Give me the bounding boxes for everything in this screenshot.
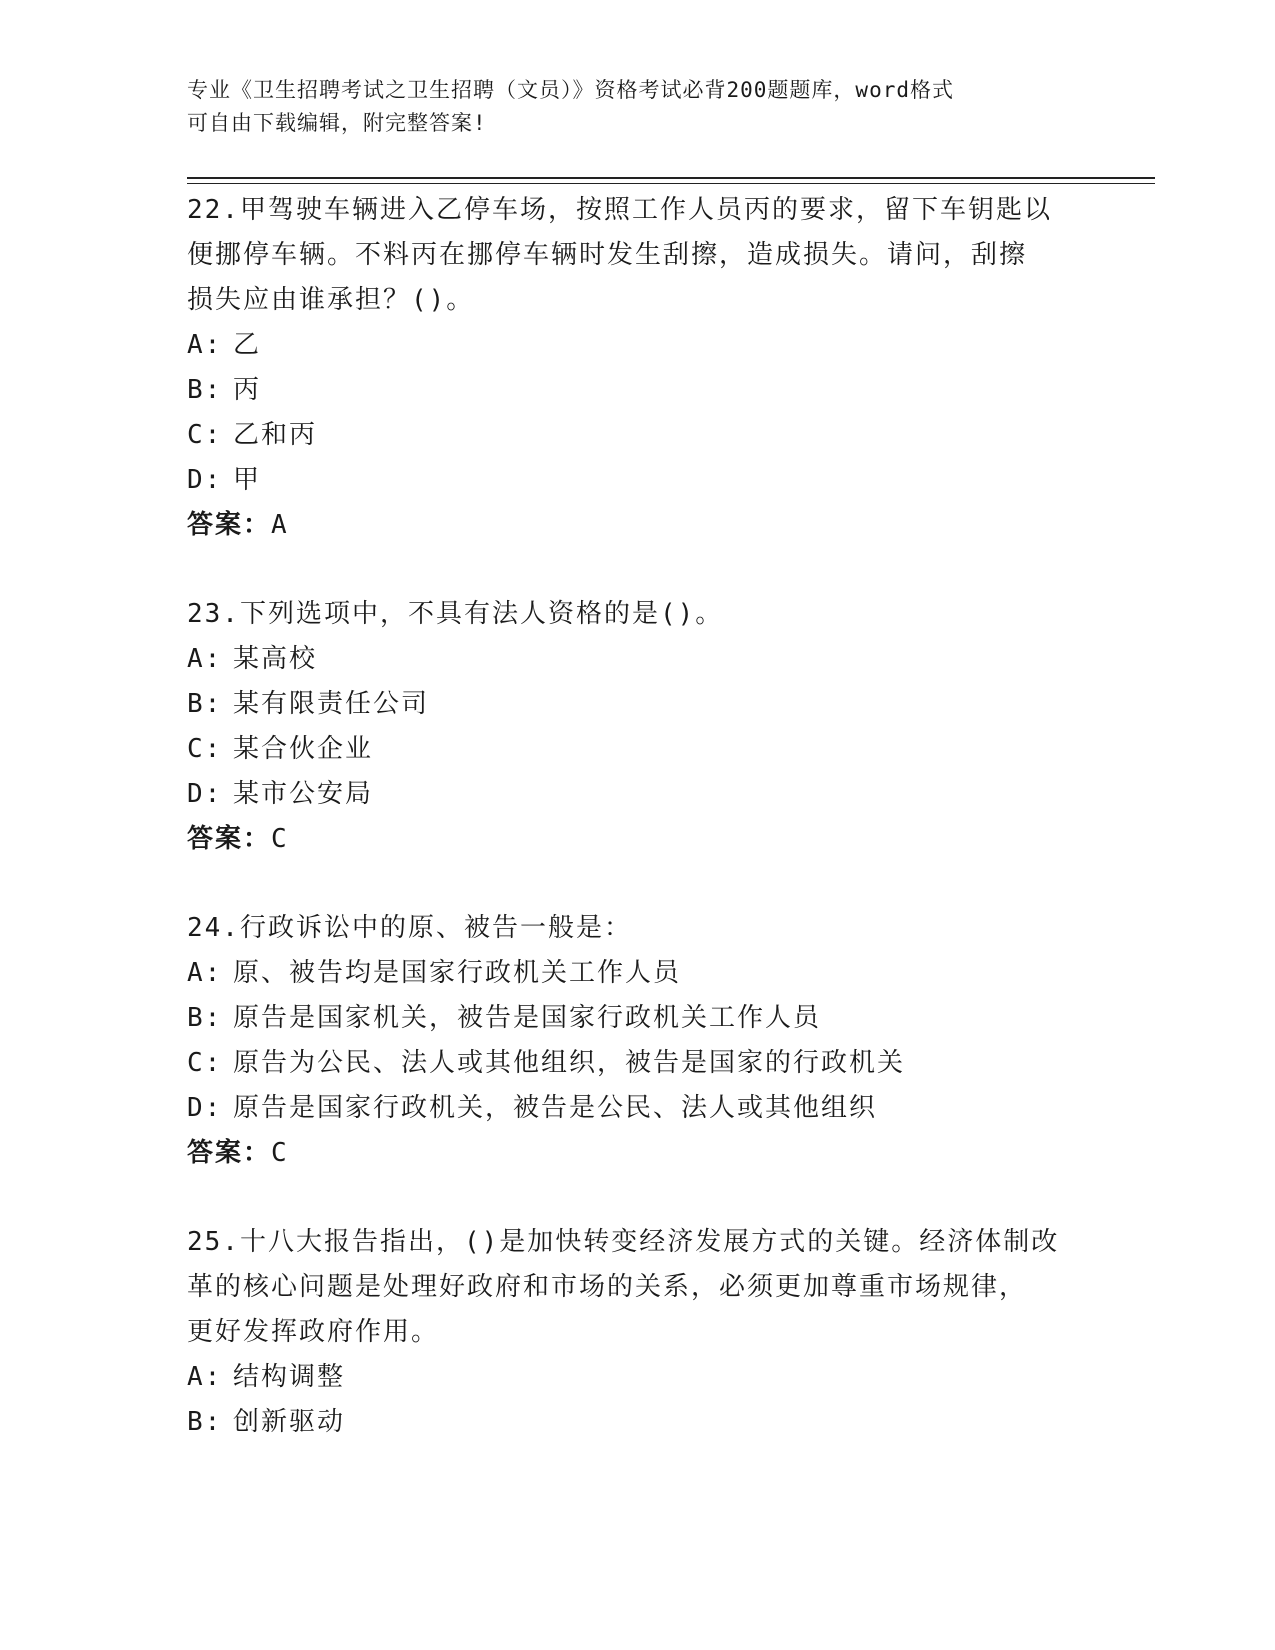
option-c bbox=[187, 1041, 1087, 1086]
question-24 bbox=[187, 906, 1087, 1176]
header-line-2: 可自由下载编辑，附完整答案! bbox=[187, 111, 487, 135]
option-b bbox=[187, 1400, 1087, 1445]
question-stem-line: 24.行政诉讼中的原、被告一般是： bbox=[187, 913, 632, 943]
option-a bbox=[187, 637, 1087, 682]
document-header bbox=[187, 74, 1087, 140]
question-stem-line: 革的核心问题是处理好政府和市场的关系，必须更加尊重市场规律， bbox=[187, 1272, 1028, 1302]
answer-line bbox=[187, 503, 1087, 548]
answer-line bbox=[187, 1131, 1087, 1176]
option-letter: A: bbox=[187, 330, 223, 360]
option-text: 结构调整 bbox=[233, 1362, 346, 1392]
option-c bbox=[187, 413, 1087, 458]
question-22 bbox=[187, 188, 1087, 548]
option-letter: D: bbox=[187, 779, 223, 809]
answer-value: A bbox=[271, 510, 289, 540]
option-letter: C: bbox=[187, 734, 223, 764]
answer-value: C bbox=[271, 1138, 289, 1168]
question-stem-line: 损失应由谁承担？()。 bbox=[187, 285, 475, 315]
option-letter: B: bbox=[187, 689, 223, 719]
question-23 bbox=[187, 592, 1087, 862]
option-letter: C: bbox=[187, 420, 223, 450]
option-letter: B: bbox=[187, 1003, 223, 1033]
answer-line bbox=[187, 817, 1087, 862]
option-c bbox=[187, 727, 1087, 772]
question-list bbox=[187, 188, 1087, 1489]
question-stem-line: 22.甲驾驶车辆进入乙停车场，按照工作人员丙的要求，留下车钥匙以 bbox=[187, 195, 1052, 225]
option-d bbox=[187, 458, 1087, 503]
option-d bbox=[187, 772, 1087, 817]
option-text: 丙 bbox=[233, 375, 262, 405]
option-b bbox=[187, 996, 1087, 1041]
option-letter: D: bbox=[187, 1093, 223, 1123]
option-text: 原、被告均是国家行政机关工作人员 bbox=[233, 958, 682, 988]
question-25 bbox=[187, 1220, 1087, 1445]
header-divider-thin bbox=[187, 183, 1155, 184]
option-a bbox=[187, 323, 1087, 368]
option-letter: A: bbox=[187, 644, 223, 674]
question-stem-line: 25.十八大报告指出，()是加快转变经济发展方式的关键。经济体制改 bbox=[187, 1227, 1060, 1257]
option-letter: C: bbox=[187, 1048, 223, 1078]
question-stem-line: 便挪停车辆。不料丙在挪停车辆时发生刮擦，造成损失。请问，刮擦 bbox=[187, 240, 1028, 270]
option-b bbox=[187, 368, 1087, 413]
option-text: 原告是国家行政机关，被告是公民、法人或其他组织 bbox=[233, 1093, 878, 1123]
option-text: 某市公安局 bbox=[233, 779, 374, 809]
option-text: 甲 bbox=[233, 465, 262, 495]
option-b bbox=[187, 682, 1087, 727]
option-text: 原告为公民、法人或其他组织，被告是国家的行政机关 bbox=[233, 1048, 906, 1078]
option-text: 乙 bbox=[233, 330, 262, 360]
option-letter: A: bbox=[187, 958, 223, 988]
option-a bbox=[187, 1355, 1087, 1400]
option-text: 某有限责任公司 bbox=[233, 689, 430, 719]
option-letter: B: bbox=[187, 375, 223, 405]
option-d bbox=[187, 1086, 1087, 1131]
option-letter: B: bbox=[187, 1407, 223, 1437]
option-letter: A: bbox=[187, 1362, 223, 1392]
option-a bbox=[187, 951, 1087, 996]
answer-label: 答案： bbox=[187, 1138, 272, 1168]
question-stem-line: 23.下列选项中，不具有法人资格的是()。 bbox=[187, 599, 724, 629]
option-text: 乙和丙 bbox=[233, 420, 318, 450]
option-letter: D: bbox=[187, 465, 223, 495]
option-text: 原告是国家机关，被告是国家行政机关工作人员 bbox=[233, 1003, 822, 1033]
answer-label: 答案： bbox=[187, 824, 272, 854]
header-line-1: 专业《卫生招聘考试之卫生招聘（文员）》资格考试必背200题题库，word格式 bbox=[187, 78, 954, 102]
header-divider-thick bbox=[187, 177, 1155, 179]
question-stem-line: 更好发挥政府作用。 bbox=[187, 1317, 440, 1347]
option-text: 创新驱动 bbox=[233, 1407, 346, 1437]
answer-value: C bbox=[271, 824, 289, 854]
option-text: 某合伙企业 bbox=[233, 734, 374, 764]
option-text: 某高校 bbox=[233, 644, 318, 674]
answer-label: 答案： bbox=[187, 510, 272, 540]
